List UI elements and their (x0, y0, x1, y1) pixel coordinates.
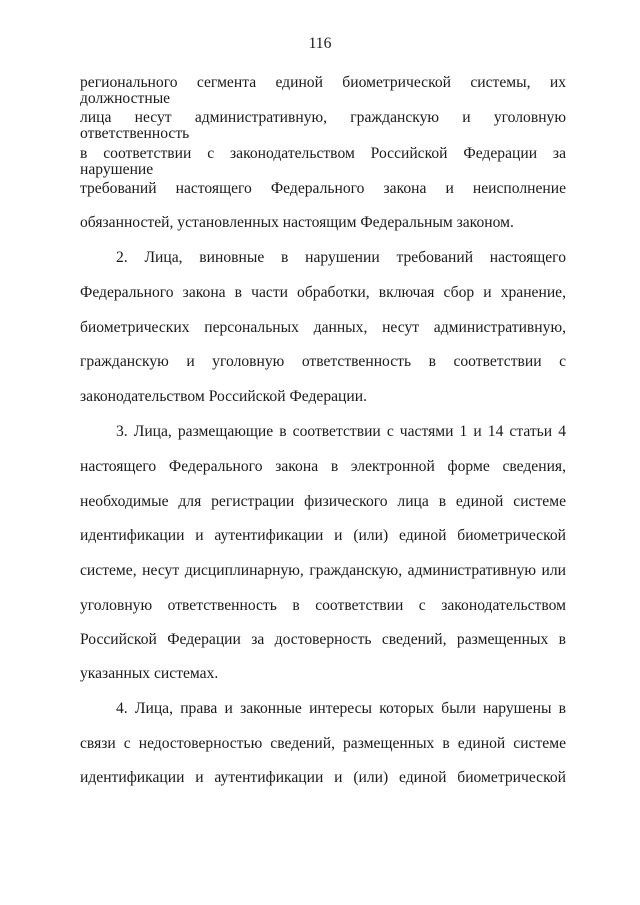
text-line: системе, несут дисциплинарную, гражданскую, административную или (80, 562, 566, 579)
text-line: 3. Лица, размещающие в соответствии с частями 1 и 14 статьи 4 (116, 423, 566, 440)
text-line: уголовную ответственность в соответствии с законодательством (80, 597, 566, 614)
text-line: связи с недостоверностью сведений, размещенных в единой системе (80, 735, 566, 752)
text-line: законодательством Российской Федерации. (80, 388, 367, 405)
page-number: 116 (308, 35, 332, 52)
text-line: Российской Федерации за достоверность сведений, размещенных в (80, 631, 566, 648)
text-line: указанных системах. (80, 665, 219, 682)
text-line: 2. Лица, виновные в нарушении требований настоящего (116, 249, 566, 266)
text-line: обязанностей, установленных настоящим Федеральным законом. (80, 214, 514, 231)
text-line: идентификации и аутентификации и (или) единой биометрической (80, 527, 566, 544)
text-line: 4. Лица, права и законные интересы которых были нарушены в (116, 700, 566, 717)
text-line: настоящего Федерального закона в электронной форме сведения, (80, 458, 566, 475)
text-line: в соответствии с законодательством Российской Федерации за нарушение (80, 145, 566, 178)
text-line: регионального сегмента единой биометрической системы, их должностные (80, 74, 566, 107)
text-line: идентификации и аутентификации и (или) единой биометрической (80, 769, 566, 786)
text-line: гражданскую и уголовную ответственность в соответствии с (80, 353, 566, 370)
text-line: биометрических персональных данных, несут административную, (80, 319, 566, 336)
text-line: необходимые для регистрации физического лица в единой системе (80, 493, 566, 510)
text-line: требований настоящего Федерального закона и неисполнение (80, 180, 566, 197)
text-line: Федерального закона в части обработки, включая сбор и хранение, (80, 284, 566, 301)
text-line: лица несут административную, гражданскую и уголовную ответственность (80, 109, 566, 142)
